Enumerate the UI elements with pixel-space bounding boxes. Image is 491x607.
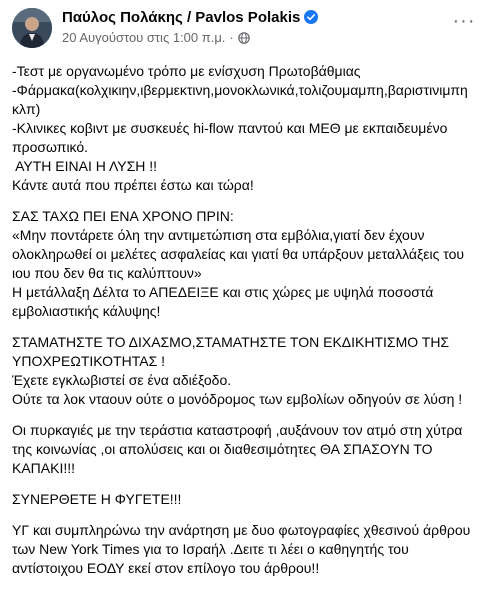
post-meta xyxy=(62,30,250,47)
post-line-7: «Μην ποντάρετε όλη την αντιμετώπιση στα εμβόλια,γιατί δεν έχουν ολοκληρωθεί οι μελέτες ασφαλείας και γιατί θα υπάρξουν μεταλλάξεις του ιου που δεν θα τις καλύπτουν» xyxy=(12,227,465,281)
author-avatar[interactable] xyxy=(12,8,52,48)
author-name[interactable] xyxy=(62,9,318,28)
post-header xyxy=(12,6,479,52)
post-line-11: Ούτε τα λοκ νταουν ούτε ο μονόδρομος των εμβολίων οδηγούν σε λύση ! xyxy=(12,391,463,407)
post-line-10: Έχετε εγκλωβιστεί σε ένα αδιέξοδο. xyxy=(12,372,232,388)
post-line-4: ΑΥΤΗ ΕΙΝΑΙ Η ΛΥΣΗ !! xyxy=(12,158,158,174)
meta-separator: · xyxy=(229,30,234,45)
post-line-1: -Τεστ με οργανωμένο τρόπο με ενίσχυση Πρωτοβάθμιας xyxy=(12,63,361,79)
author-name-text[interactable]: Παύλος Πολάκης / Pavlos Polakis xyxy=(62,9,301,26)
post-line-6: ΣΑΣ ΤΑΧΩ ΠΕΙ ΕΝΑ ΧΡΟΝΟ ΠΡΙΝ: xyxy=(12,208,234,224)
post-line-8: Η μετάλλαξη Δέλτα το ΑΠΕΔΕΙΞΕ και στις χώρες με υψηλά ποσοστά εμβολιαστικής κάλυψης! xyxy=(12,284,434,319)
post-line-12: Οι πυρκαγιές με την τεράστια καταστροφή ,αυξάνουν τον ατμό στη χύτρα της κοινωνίας ,οι απολύσεις και οι διαθεσιμότητες ΘΑ ΣΠΑΣΟΥΝ ΤΟ ΚΑΠΑΚΙ!!! xyxy=(12,422,463,476)
post-line-13: ΣΥΝΕΡΘΕΤΕ Η ΦΥΓΕΤΕ!!! xyxy=(12,491,182,507)
post-line-2: -Φάρμακα(κολχικιην,ιβερμεκτινη,μονοκλωνικά,τολιζουμαμπη,βαριστινιμπη κλπ) xyxy=(12,82,468,117)
more-options-button[interactable]: ··· xyxy=(452,10,476,32)
post-timestamp[interactable]: 20 Αυγούστου στις 1:00 π.μ. xyxy=(62,30,226,45)
globe-icon[interactable] xyxy=(238,32,250,47)
verified-badge-icon xyxy=(304,10,318,28)
post-text xyxy=(12,62,482,578)
post-line-3: -Κλινικες κοβιντ με συσκευές hi-flow παντού και ΜΕΘ με εκπαιδευμένο προσωπικό. xyxy=(12,120,448,155)
post-line-5: Κάντε αυτά που πρέπει έστω και τώρα! xyxy=(12,177,254,193)
post-line-9: ΣΤΑΜΑΤΗΣΤΕ ΤΟ ΔΙΧΑΣΜΟ,ΣΤΑΜΑΤΗΣΤΕ ΤΟΝ ΕΚΔΙΚΗΤΙΣΜΟ ΤΗΣ ΥΠΟΧΡΕΩΤΙΚΟΤΗΤΑΣ ! xyxy=(12,334,450,369)
post-line-14: ΥΓ και συμπληρώνω την ανάρτηση με δυο φωτογραφίες χθεσινού άρθρου των New York Times για το Ισραήλ .Δειτε τι λέει ο καθηγητής του αντίστοιχου ΕΟΔΥ εκεί στον επίλογο του άρθρου!! xyxy=(12,522,471,576)
